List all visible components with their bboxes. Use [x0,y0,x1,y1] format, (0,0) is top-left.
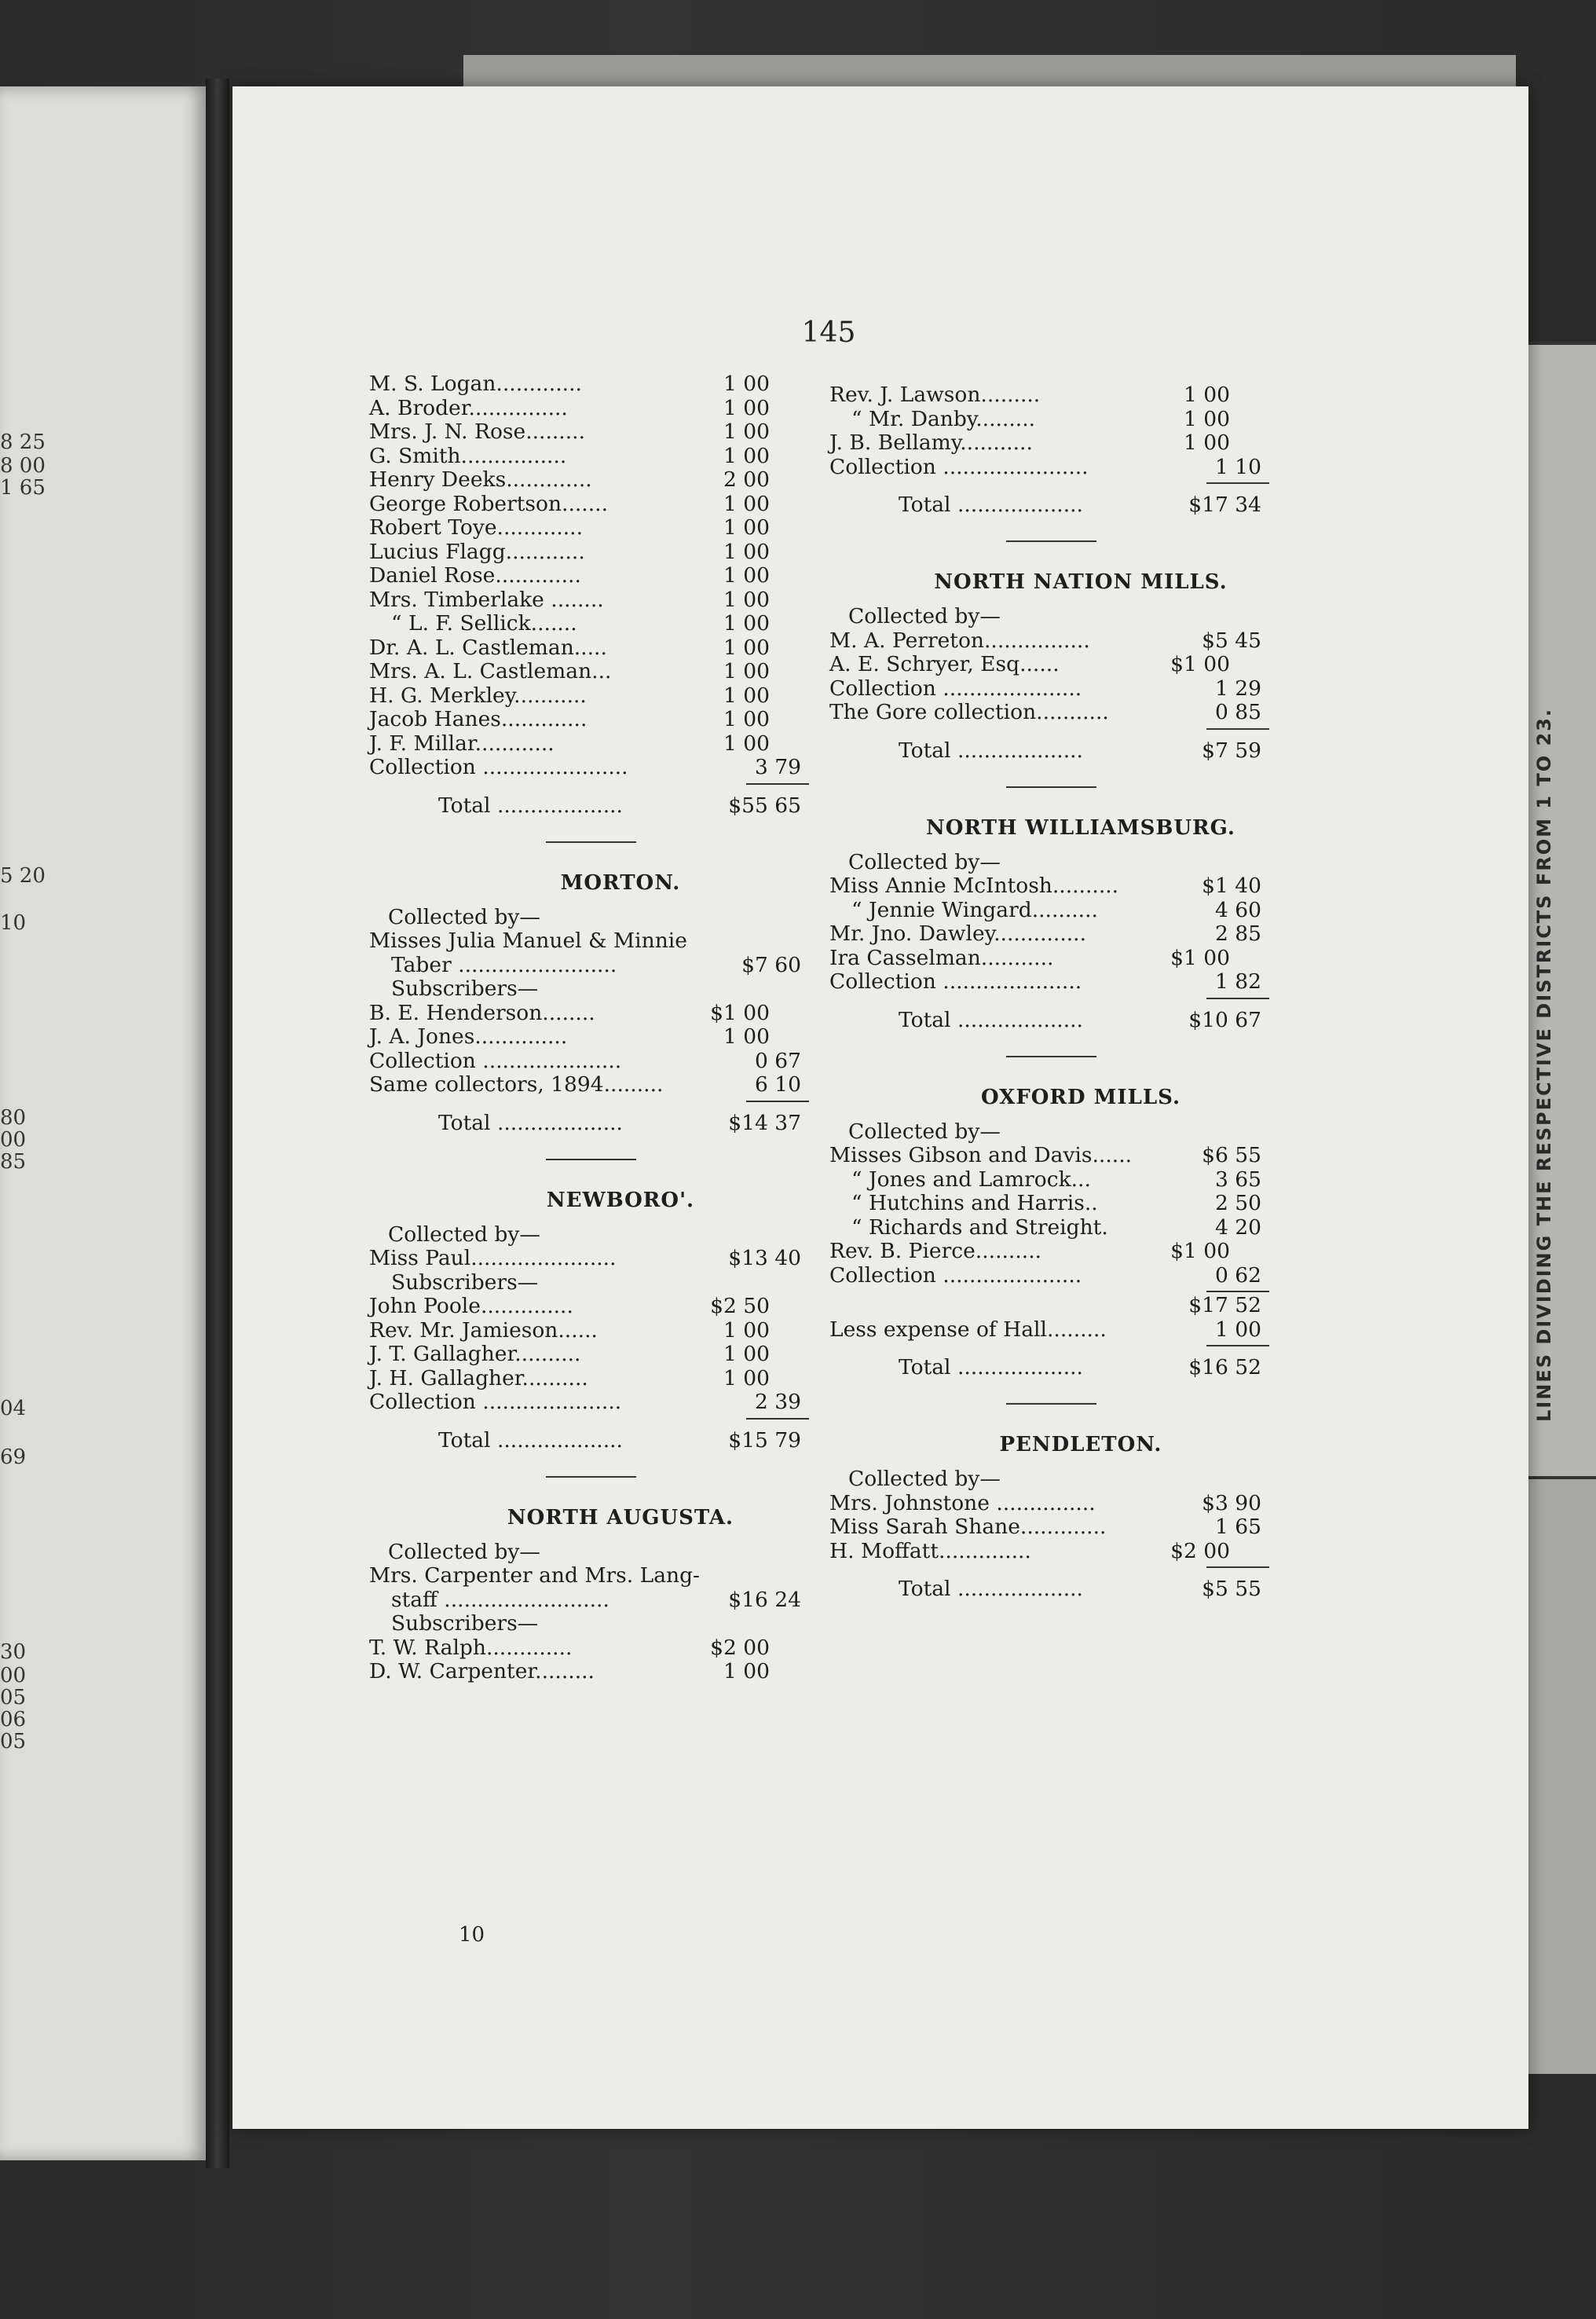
margin-fragment: 1 65 [0,476,46,500]
ledger-row [829,922,1269,947]
sum-rule [369,780,809,786]
outer-amount: 1 82 [1214,969,1261,994]
donor-name: Mrs. Carpenter and Mrs. Lang- [369,1563,701,1588]
ledger-row [829,1216,1269,1240]
ledger-row [829,1168,1269,1192]
outer-amount: $5 45 [1202,628,1261,653]
section-divider [829,1381,1269,1431]
total-word: Total [899,738,951,763]
outer-amount: 3 79 [754,755,801,779]
inner-amount: 1 00 [723,419,770,444]
donor-name: Misses Julia Manuel & Minnie [369,929,687,953]
outer-amount: 2 39 [754,1390,801,1414]
outer-amount: 1 65 [1214,1515,1261,1539]
donor-name: John Poole.............. [369,1294,573,1318]
left-column [369,372,809,1684]
inner-amount: 1 00 [723,1342,770,1366]
ledger-row [369,1367,809,1391]
facing-page-left [0,86,206,2160]
margin-fragment: 06 [0,1708,27,1731]
ledger-row [829,1492,1269,1516]
donor-name: “ Richards and Streight. [851,1214,1108,1240]
total-label [438,1427,623,1454]
sum-rule [829,1563,1269,1570]
donor-name: “ Jennie Wingard.......... [851,897,1098,922]
ledger-row [369,1319,809,1343]
collected-by-label: Collected by— [388,904,540,929]
ledger-row [369,445,809,469]
ledger-row [369,660,809,684]
donor-name: Ira Casselman........... [829,945,1054,970]
donor-name: Collection ..................... [829,676,1082,701]
total-word: Total [899,1577,951,1601]
total-amount: $7 59 [1202,738,1261,763]
donor-name: The Gore collection........... [829,700,1109,724]
total-row [829,1007,1269,1034]
ledger-row [369,1002,809,1026]
donor-name: Mrs. J. N. Rose......... [369,419,586,444]
left-page-margin-fragments [0,86,63,2160]
district-heading: NORTH WILLIAMSBURG. [926,815,1235,840]
donor-name: Subscribers— [391,1269,539,1295]
leader-dots: ................... [957,1577,1083,1601]
ledger-row [369,1295,809,1319]
leader-dots: ................... [496,793,623,818]
ledger-row [369,1247,809,1271]
inner-amount: $1 00 [1170,945,1230,970]
ledger-row [829,899,1269,923]
outer-amount: 3 65 [1214,1167,1261,1192]
total-row [829,738,1269,764]
district-heading: NEWBORO'. [546,1188,695,1212]
sum-rule [829,479,1269,485]
ledger-row [829,1144,1269,1168]
ledger-row [369,756,809,780]
ledger-row [369,516,809,540]
ledger-row [369,636,809,661]
ledger-row [829,653,1269,677]
total-label [899,1354,1083,1381]
ledger-row [369,1025,809,1050]
leader-dots: ................... [957,493,1083,517]
outer-amount: 1 29 [1214,676,1261,701]
district-heading: NORTH NATION MILLS. [934,570,1228,594]
collected-by-label: Collected by— [388,1222,540,1247]
side-note: LINES DIVIDING THE RESPECTIVE DISTRICTS FROM 1 TO 23. [1533,707,1555,1422]
ledger-row [369,1636,809,1661]
inner-amount: 1 00 [723,372,770,396]
total-row [369,1427,809,1454]
margin-fragment: 05 [0,1686,27,1709]
outer-amount: 1 00 [1214,1317,1261,1342]
inner-amount: 1 00 [723,395,770,420]
ledger-row [829,456,1269,480]
inner-amount: $1 00 [1170,1239,1230,1263]
inner-amount: 1 00 [723,1659,770,1683]
sum-rule [369,1097,809,1104]
collected-by-label: Collected by— [848,604,1001,628]
donor-name: Lucius Flagg............ [369,539,585,564]
ledger-row [369,684,809,709]
outer-amount: 4 20 [1214,1214,1261,1240]
section-divider [829,518,1269,569]
inner-amount: 1 00 [723,491,770,516]
sum-rule [829,995,1269,1001]
ledger-row [829,408,1269,432]
collected-by-label: Collected by— [848,1467,1001,1491]
inner-amount: 1 00 [723,539,770,564]
total-amount: $10 67 [1188,1007,1261,1032]
donor-name: Robert Toye............. [369,515,584,540]
district-heading: OXFORD MILLS. [980,1085,1181,1109]
total-word: Total [438,793,491,818]
donor-name: “ Hutchins and Harris.. [851,1191,1098,1215]
total-amount: $55 65 [728,793,801,818]
subtotal-amount: $17 52 [1188,1293,1261,1317]
inner-amount: 1 00 [723,587,770,612]
donor-name: M. S. Logan............. [369,372,582,396]
outer-amount: $3 90 [1202,1490,1261,1515]
ledger-row [369,372,809,397]
margin-fragment: 00 [0,1664,27,1687]
ledger-row [829,383,1269,408]
margin-fragment: 10 [0,911,27,935]
ledger-row [369,420,809,445]
margin-fragment: 00 [0,1128,27,1152]
donor-name: Miss Sarah Shane............. [829,1515,1107,1539]
donor-name: Subscribers— [391,1611,539,1636]
inner-amount: $2 50 [710,1294,770,1318]
ledger-row [369,1343,809,1367]
subtotal-row [829,1294,1269,1318]
margin-fragment: 30 [0,1640,27,1664]
donor-name: Less expense of Hall......... [829,1317,1107,1342]
district-section [829,1431,1269,1563]
donor-name: Collection ..................... [369,1048,622,1073]
district-heading: MORTON. [560,870,681,895]
ledger-row [829,874,1269,899]
total-label [899,738,1083,764]
inner-amount: 1 00 [1183,383,1230,407]
signature-mark: 10 [459,1923,485,1947]
inner-amount: 1 00 [723,659,770,683]
donor-name: Jacob Hanes............. [369,707,588,731]
district-section [829,1084,1269,1288]
total-word: Total [438,1427,491,1453]
ledger-row [369,1050,809,1074]
donor-name: Mrs. A. L. Castleman... [369,659,612,683]
inner-amount: $1 00 [1170,652,1230,676]
leader-dots: ................... [957,1007,1083,1032]
donor-name: “ Jones and Lamrock... [851,1167,1091,1192]
inner-amount: 1 00 [723,611,770,636]
section-divider [829,1034,1269,1084]
district-section [829,569,1269,725]
inner-amount: $1 00 [710,1000,770,1025]
donor-name: George Robertson....... [369,491,608,516]
total-word: Total [899,1355,951,1379]
ledger-row [369,1588,809,1613]
inner-amount: 1 00 [723,707,770,731]
margin-fragment: 8 00 [0,454,46,478]
outer-amount: 6 10 [754,1072,801,1097]
ledger-row [369,708,809,732]
donor-name: Rev. J. Lawson......... [829,383,1041,407]
outer-amount: $13 40 [728,1246,801,1270]
margin-fragment: 85 [0,1150,27,1174]
outer-amount: 4 60 [1214,897,1261,922]
margin-fragment: 05 [0,1730,27,1753]
section-divider [369,819,809,870]
ledger-row [829,1264,1269,1288]
total-label [899,1576,1083,1603]
donor-name: B. E. Henderson........ [369,1000,595,1025]
donor-name: “ Mr. Danby......... [851,406,1036,431]
section-divider [369,1454,809,1504]
total-row [829,1576,1269,1603]
ledger-row [369,1612,809,1636]
donor-name: Collection ...................... [829,454,1089,479]
donor-name: Same collectors, 1894......... [369,1072,664,1097]
donor-name: Mrs. Johnstone ............... [829,1490,1096,1515]
total-amount: $14 37 [728,1110,801,1135]
donor-name: J. A. Jones.............. [369,1024,568,1049]
margin-fragment: 8 25 [0,430,46,454]
total-label [438,1110,623,1137]
outer-amount: $7 60 [741,952,801,977]
donor-name: Taber ........................ [391,952,617,977]
collected-by-label: Collected by— [848,849,1001,874]
leader-dots: ................... [496,1110,623,1135]
outer-amount: 0 67 [754,1048,801,1073]
donor-name: Collection ..................... [369,1390,622,1414]
sum-rule [829,725,1269,731]
collected-by-label: Collected by— [388,1539,540,1564]
donor-name: T. W. Ralph............. [369,1635,573,1660]
leader-dots: ................... [957,1355,1083,1379]
outer-amount: 2 50 [1214,1191,1261,1215]
donor-name: Mrs. Timberlake ........ [369,587,604,612]
ledger-row [829,947,1269,971]
book-gutter [206,79,229,2168]
page-number: 145 [801,317,856,349]
ledger-row [369,397,809,421]
inner-amount: $2 00 [1170,1538,1230,1563]
donor-name: Henry Deeks............. [369,467,592,492]
ledger-row [369,1660,809,1684]
inner-amount: 1 00 [723,1024,770,1049]
outer-amount: 2 85 [1214,921,1261,946]
inner-amount: 1 00 [723,1317,770,1343]
right-column [829,383,1269,1603]
ledger-row [369,929,809,954]
district-heading: PENDLETON. [999,1433,1162,1456]
donor-name: Subscribers— [391,976,539,1001]
donor-name: Rev. B. Pierce.......... [829,1239,1042,1263]
total-amount: $16 52 [1188,1355,1261,1379]
margin-fragment: 80 [0,1106,27,1130]
ledger-row [369,732,809,757]
ledger-row [369,1390,809,1415]
ledger-row [829,431,1269,456]
inner-amount: 1 00 [723,1365,770,1390]
total-label [438,793,623,819]
donor-name: Collection ..................... [829,1262,1082,1288]
leader-dots: ................... [957,738,1083,763]
donor-name: Dr. A. L. Castleman..... [369,635,607,660]
donor-name: Misses Gibson and Davis...... [829,1143,1133,1167]
outer-amount: 1 10 [1214,454,1261,479]
ledger-row [369,564,809,588]
inner-amount: 1 00 [723,443,770,468]
donor-name: H. Moffatt.............. [829,1538,1031,1563]
ledger-row [369,1073,809,1097]
total-row [829,1354,1269,1381]
sum-rule [369,1415,809,1421]
donor-name: J. H. Gallagher.......... [369,1365,588,1390]
ledger-row [829,1540,1269,1564]
donor-name: Mr. Jno. Dawley.............. [829,921,1087,946]
outer-amount: $16 24 [728,1587,801,1612]
donor-name: Collection ...................... [369,755,628,779]
total-row [369,1110,809,1137]
inner-amount: $2 00 [710,1635,770,1660]
inner-amount: 2 00 [723,467,770,492]
inner-amount: 1 00 [723,635,770,660]
inner-amount: 1 00 [1183,430,1230,455]
donor-name: G. Smith................ [369,443,567,468]
margin-fragment: 5 20 [0,864,46,888]
donor-name: H. G. Merkley........... [369,683,587,708]
donor-name: “ L. F. Sellick....... [391,611,577,636]
total-label [899,492,1083,518]
total-row [369,793,809,819]
leader-dots: ................... [496,1427,623,1453]
ledger-row [369,468,809,493]
district-section [829,815,1269,995]
donor-name: A. Broder............... [369,395,568,420]
donor-name: Daniel Rose............. [369,563,581,588]
total-amount: $17 34 [1188,493,1261,517]
sum-rule [829,1342,1269,1348]
ledger-row [369,1271,809,1295]
donor-name: Collection ..................... [829,969,1082,994]
ledger-row [829,1318,1269,1343]
outer-amount: $6 55 [1202,1143,1261,1167]
donor-name: Rev. Mr. Jamieson...... [369,1317,598,1343]
outer-amount: 0 62 [1214,1262,1261,1288]
inner-amount: 1 00 [723,683,770,708]
ledger-row [829,970,1269,995]
donor-name: M. A. Perreton................ [829,628,1090,653]
donor-name: J. F. Millar............ [369,731,555,756]
section-divider [369,1137,809,1187]
ledger-row [829,677,1269,702]
outer-amount: $1 40 [1202,874,1261,898]
total-word: Total [899,1007,951,1032]
ledger-row [369,588,809,613]
outer-amount: 0 85 [1214,700,1261,724]
inner-amount: 1 00 [723,731,770,756]
donor-name: Miss Annie McIntosh.......... [829,874,1119,898]
ledger-row [829,1240,1269,1264]
donor-name: D. W. Carpenter......... [369,1659,595,1683]
collected-by-label: Collected by— [848,1119,1001,1144]
ledger-row [829,701,1269,725]
district-section [369,1187,809,1415]
margin-fragment: 69 [0,1445,27,1469]
inner-amount: 1 00 [1183,406,1230,431]
donor-name: A. E. Schryer, Esq...... [829,652,1060,676]
total-word: Total [899,493,951,517]
donor-name: Miss Paul...................... [369,1246,617,1270]
ledger-row [369,540,809,565]
donor-name: staff ......................... [391,1587,609,1612]
section-divider [829,764,1269,815]
total-amount: $15 79 [728,1427,801,1453]
total-row [829,492,1269,518]
total-word: Total [438,1110,491,1135]
ledger-row [829,1515,1269,1540]
total-amount: $5 55 [1202,1577,1261,1601]
margin-fragment: 04 [0,1397,27,1420]
total-label [899,1007,1083,1034]
donor-name: J. B. Bellamy........... [829,430,1033,455]
ledger-row [369,612,809,636]
inner-amount: 1 00 [723,563,770,588]
ledger-row [829,629,1269,654]
district-section [369,870,809,1097]
ledger-row [369,954,809,978]
inner-amount: 1 00 [723,515,770,540]
ledger-row [369,1564,809,1588]
district-heading: NORTH AUGUSTA. [507,1505,734,1530]
district-section [369,1504,809,1684]
ledger-row [369,977,809,1002]
ledger-row [369,493,809,517]
ledger-row [829,1192,1269,1216]
donor-name: J. T. Gallagher.......... [369,1342,581,1366]
